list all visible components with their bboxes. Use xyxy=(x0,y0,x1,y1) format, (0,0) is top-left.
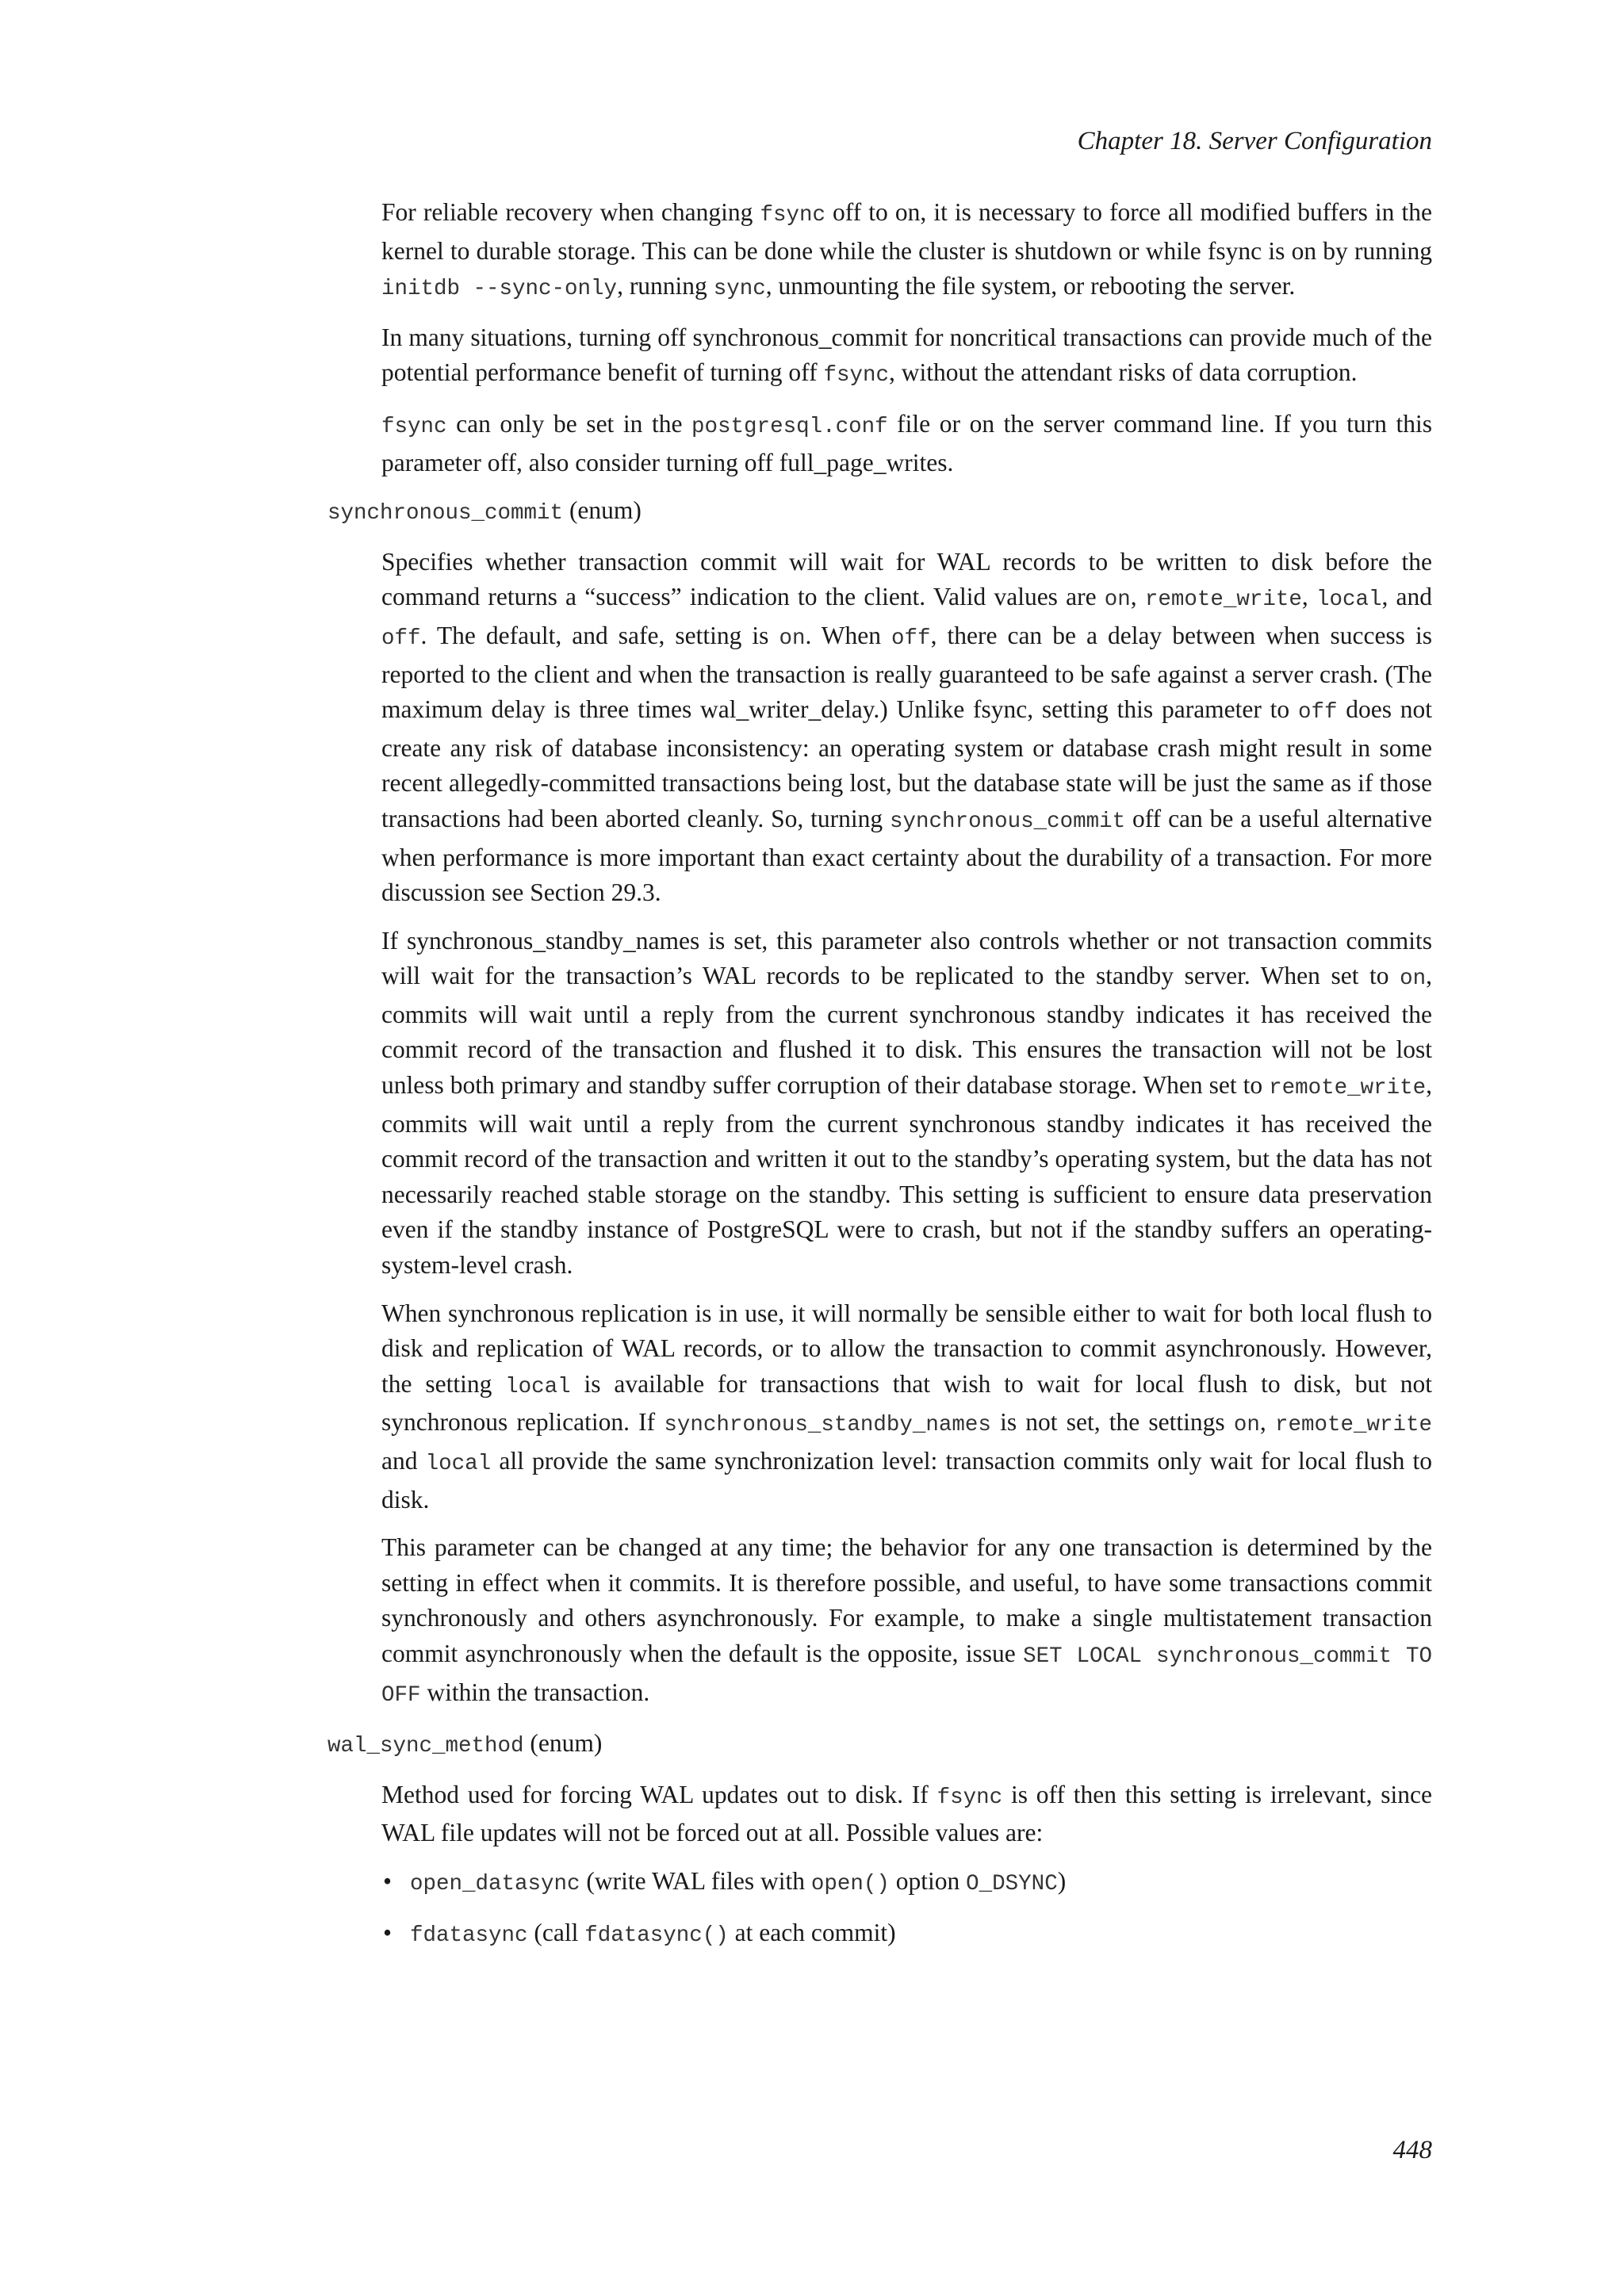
parameter-type: (enum) xyxy=(523,1729,603,1758)
text-run: and xyxy=(381,1447,426,1475)
text-run: , commits will wait until a reply from the current synchronous standby indicates it has received the commit record of the transaction and written it out to the standby’s operating system, but the data has not necessarily reached stable storage on the standby. This setting is sufficient to ensure data preservation even if the standby instance of PostgreSQL were to crash, but not if the standby suffers an operating-system-level crash. xyxy=(381,1071,1432,1280)
fsync-performance-paragraph xyxy=(381,320,1432,394)
text-run: all provide the same synchronization level: transaction commits only wait for local flush to disk. xyxy=(381,1447,1433,1513)
inline-code: local xyxy=(505,1374,571,1399)
text-run: This parameter can be changed at any time; the behavior for any one transaction is determined by the setting in effect when it commits. It is therefore possible, and useful, to have some transactions commit synchronously and others asynchronously. For example, to make a single multistatement transaction commit asynchronously when the default is the opposite, issue xyxy=(381,1533,1432,1667)
bullet-icon: • xyxy=(383,1918,393,1946)
fsync-setting-paragraph xyxy=(381,407,1432,480)
page-number: 448 xyxy=(1392,2136,1432,2164)
text-run: , xyxy=(1130,583,1145,611)
text-run: is available for transactions that wish to wait for local flush to disk, but not synchronous replication. If xyxy=(381,1369,1432,1437)
text-run: . The default, and safe, setting is xyxy=(420,621,779,649)
text-run: file or on the server command line. If you turn this parameter off, also consider turning off full_page_writes. xyxy=(381,409,1432,476)
inline-code: on xyxy=(1233,1413,1260,1438)
inline-code: synchronous_standby_names xyxy=(664,1413,991,1438)
fsync-recovery-paragraph xyxy=(381,195,1432,308)
inline-code: synchronous_commit xyxy=(890,809,1126,834)
inline-code: local xyxy=(425,1452,492,1476)
inline-code: on xyxy=(779,626,806,651)
text-run: within the transaction. xyxy=(420,1678,650,1706)
parameter-name: wal_sync_method xyxy=(327,1734,524,1759)
text-run: does not create any risk of database inconsistency: an operating system or database crash might result in some recent allegedly-committed transactions being lost, but the database state will be just the same as if those transactions had been aborted cleanly. So, turning xyxy=(381,695,1432,832)
inline-code: fsync xyxy=(936,1785,1003,1810)
text-run: is not set, the settings xyxy=(990,1408,1234,1437)
inline-code: off xyxy=(1297,700,1338,725)
text-run: can only be set in the xyxy=(446,409,692,438)
text-run: (call xyxy=(527,1918,585,1946)
inline-code: remote_write xyxy=(1144,587,1302,613)
inline-code: fsync xyxy=(381,414,447,439)
inline-code: open() xyxy=(810,1871,890,1896)
inline-code: on xyxy=(1104,587,1131,613)
text-run: , running xyxy=(617,272,714,300)
inline-code: fsync xyxy=(823,363,889,388)
text-run: Specifies whether transaction commit will wait for WAL records to be written to disk before the command returns a “success” indication to the client. Valid values are xyxy=(381,547,1432,611)
text-run: , without the attendant risks of data corruption. xyxy=(888,358,1358,387)
inline-code: O_DSYNC xyxy=(966,1871,1058,1896)
text-run: ) xyxy=(1057,1866,1067,1895)
text-run: (write WAL files with xyxy=(580,1866,811,1895)
inline-code: fdatasync() xyxy=(584,1923,729,1948)
text-run: , xyxy=(1301,583,1316,611)
text-run: , commits will wait until a reply from the current synchronous standby indicates it has received the commit record of the transaction and flushed it to disk. This ensures the transaction will not be lost unless both primary and standby suffer corruption of their database storage. When set to xyxy=(381,962,1432,1100)
inline-code: fdatasync xyxy=(410,1923,528,1948)
text-run: , unmounting the file system, or rebooting the server. xyxy=(765,272,1296,300)
synchronous-standby-paragraph xyxy=(381,924,1432,1284)
text-run: off to on, it is necessary to force all modified buffers in the kernel to durable storage. This can be done while the cluster is shutdown or while fsync is on by running xyxy=(381,198,1432,265)
bullet-icon: • xyxy=(383,1866,393,1895)
text-run: , and xyxy=(1381,583,1433,611)
text-run: at each commit) xyxy=(728,1918,896,1946)
inline-code: fsync xyxy=(760,203,825,228)
inline-code: SET LOCAL synchronous_commit TO OFF xyxy=(381,1644,1432,1708)
change-anytime-paragraph xyxy=(381,1530,1432,1713)
inline-code: initdb --sync-only xyxy=(381,277,618,302)
inline-code: remote_write xyxy=(1274,1413,1432,1438)
text-run: If synchronous_standby_names is set, this parameter also controls whether or not transaction commits will wait for the transaction’s WAL records to be replicated to the standby server. When set to xyxy=(381,926,1432,990)
parameter-name: synchronous_commit xyxy=(327,501,564,526)
list-item xyxy=(381,1864,1432,1903)
text-run: For reliable recovery when changing xyxy=(381,198,760,226)
text-run: When synchronous replication is in use, it will normally be sensible either to wait for both local flush to disk and replication of WAL records, or to allow the transaction to commit asynchronously. However, the setting xyxy=(381,1299,1432,1398)
text-run: , there can be a delay between when success is reported to the client and when the transaction is really guaranteed to be safe against a server crash. (The maximum delay is three times wal_writer_delay.) Unlike fsync, setting this parameter to xyxy=(381,621,1432,724)
inline-code: off xyxy=(891,626,931,651)
wal-sync-method-values-list xyxy=(381,1864,1432,1954)
text-run: In many situations, turning off synchronous_commit for noncritical transactions can provide much of the potential performance benefit of turning off xyxy=(381,323,1432,387)
text-run: , xyxy=(1259,1408,1275,1437)
wal-sync-method-description xyxy=(381,1777,1432,1851)
wal-sync-method-term xyxy=(327,1726,1432,1765)
text-run: is off then this setting is irrelevant, since WAL file updates will not be forced out at all. Possible values are: xyxy=(381,1780,1432,1847)
list-item xyxy=(381,1915,1432,1954)
inline-code: on xyxy=(1400,966,1427,992)
inline-code: postgresql.conf xyxy=(691,414,888,439)
synchronous-commit-description xyxy=(381,545,1432,911)
text-run: option xyxy=(889,1866,967,1895)
running-header: Chapter 18. Server Configuration xyxy=(1077,127,1432,155)
inline-code: remote_write xyxy=(1269,1076,1427,1101)
synchronous-commit-term xyxy=(327,493,1432,532)
inline-code: off xyxy=(381,626,421,651)
text-run: off can be a useful alternative when performance is more important than exact certainty about the durability of a transaction. For more discussion see Section 29.3. xyxy=(381,804,1432,907)
inline-code: open_datasync xyxy=(410,1871,580,1896)
synchronous-replication-paragraph xyxy=(381,1296,1432,1518)
inline-code: sync xyxy=(713,277,766,302)
inline-code: local xyxy=(1316,587,1382,613)
text-run: Method used for forcing WAL updates out to disk. If xyxy=(381,1780,937,1808)
page-body xyxy=(327,195,1432,1966)
text-run: . When xyxy=(805,621,892,649)
parameter-type: (enum) xyxy=(563,496,642,525)
